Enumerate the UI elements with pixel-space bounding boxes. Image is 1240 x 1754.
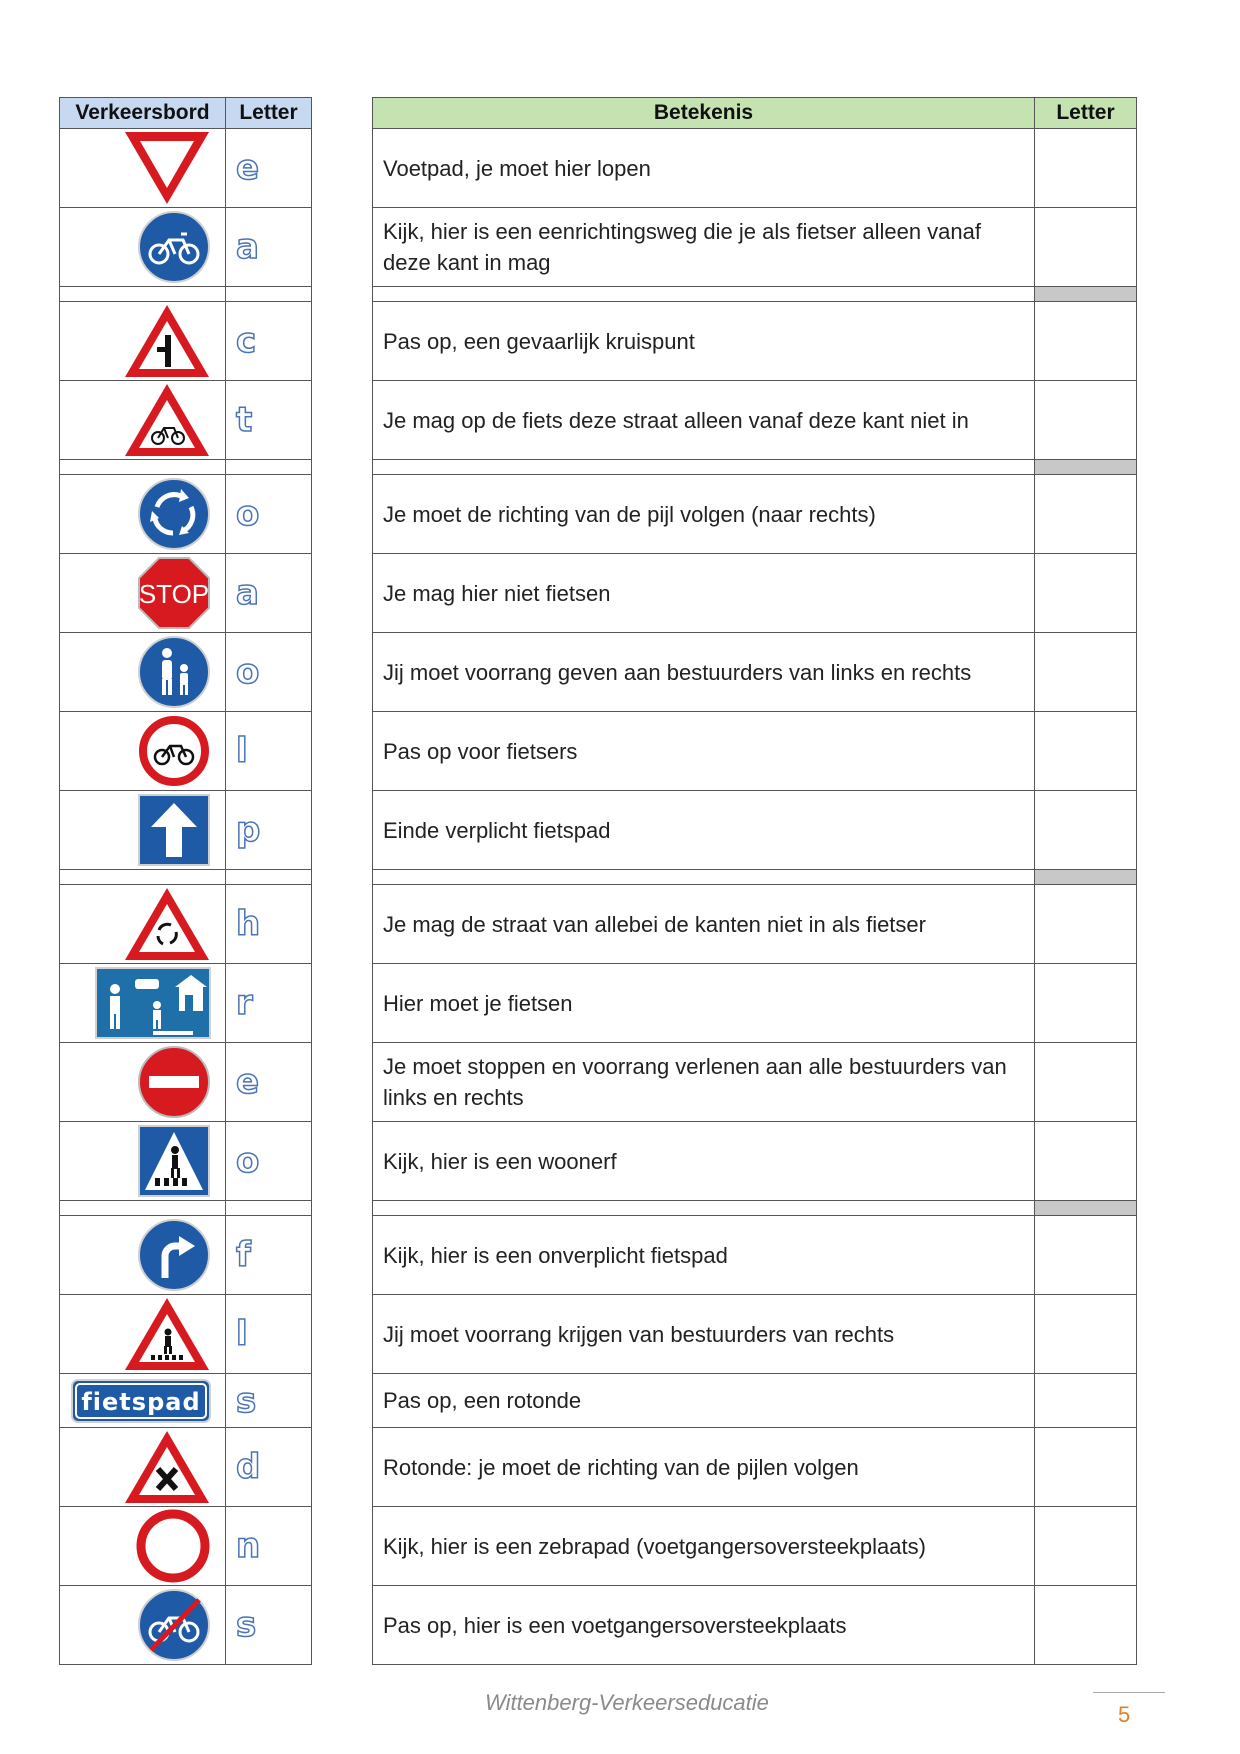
meaning-row: [373, 554, 1137, 633]
answer-cell[interactable]: [1035, 129, 1137, 208]
answer-cell[interactable]: [1035, 1295, 1137, 1374]
turn-right-mandatory-icon: [137, 1218, 211, 1292]
meaning-text: Voetpad, je moet hier lopen: [373, 129, 1035, 208]
sign-letter: s: [226, 1374, 312, 1428]
answer-cell[interactable]: [1035, 964, 1137, 1043]
header-answer-letter: Letter: [1035, 98, 1137, 129]
sign-row: [60, 1507, 312, 1586]
meaning-text: Je mag de straat van allebei de kanten niet in als fietser: [373, 885, 1035, 964]
meaning-row: [373, 381, 1137, 460]
residential-zone-icon: [95, 967, 211, 1039]
answer-cell[interactable]: [1035, 885, 1137, 964]
fietspad-sign-text: fietspad: [81, 1387, 201, 1416]
header-letter: Letter: [226, 98, 312, 129]
sign-letter: e: [226, 129, 312, 208]
answer-cell[interactable]: [1035, 633, 1137, 712]
no-bicycles-icon: [137, 714, 211, 788]
warning-roundabout-icon: [123, 886, 211, 962]
sign-letter: p: [226, 791, 312, 870]
sign-letter: a: [226, 554, 312, 633]
sign-letter: t: [226, 381, 312, 460]
sign-letter: l: [226, 712, 312, 791]
meaning-row: [373, 1428, 1137, 1507]
sign-letter: h: [226, 885, 312, 964]
meaning-row: [373, 712, 1137, 791]
meaning-row: [373, 885, 1137, 964]
meaning-row: [373, 1295, 1137, 1374]
answer-cell[interactable]: [1035, 712, 1137, 791]
meaning-text: Jij moet voorrang krijgen van bestuurders van rechts: [373, 1295, 1035, 1374]
meaning-text: Einde verplicht fietspad: [373, 791, 1035, 870]
sign-row: [60, 1122, 312, 1201]
sign-row: [60, 1295, 312, 1374]
meaning-row: [373, 208, 1137, 287]
meaning-row: [373, 129, 1137, 208]
sign-row: [60, 1043, 312, 1122]
sign-letter: a: [226, 208, 312, 287]
no-entry-icon: [137, 1045, 211, 1119]
end-bicycle-path-icon: [137, 1588, 211, 1662]
sign-row: [60, 129, 312, 208]
sign-letter: e: [226, 1043, 312, 1122]
warning-side-road-icon: [123, 303, 211, 379]
sign-row: [60, 1374, 312, 1428]
meaning-text: Kijk, hier is een eenrichtingsweg die je als fietser alleen vanaf deze kant in mag: [373, 208, 1035, 287]
header-sign: Verkeersbord: [60, 98, 226, 129]
meaning-text: Kijk, hier is een onverplicht fietspad: [373, 1216, 1035, 1295]
sign-row: [60, 302, 312, 381]
answer-cell[interactable]: [1035, 475, 1137, 554]
sign-letter: o: [226, 1122, 312, 1201]
answer-cell[interactable]: [1035, 1043, 1137, 1122]
sign-row: [60, 208, 312, 287]
sign-letter: n: [226, 1507, 312, 1586]
answer-cell[interactable]: [1035, 302, 1137, 381]
meaning-text: Je moet stoppen en voorrang verlenen aan alle bestuurders van links en rechts: [373, 1043, 1035, 1122]
header-meaning: Betekenis: [373, 98, 1035, 129]
answer-cell[interactable]: [1035, 1428, 1137, 1507]
meaning-text: Pas op voor fietsers: [373, 712, 1035, 791]
meaning-row: [373, 791, 1137, 870]
page-footer: Wittenberg-Verkeerseducatie: [485, 1690, 769, 1715]
meaning-text: Pas op, hier is een voetgangersoversteekplaats: [373, 1586, 1035, 1665]
sign-letter: r: [226, 964, 312, 1043]
meaning-text: Hier moet je fietsen: [373, 964, 1035, 1043]
roundabout-mandatory-icon: [137, 477, 211, 551]
answer-cell[interactable]: [1035, 554, 1137, 633]
warning-dangerous-crossroads-icon: [123, 1429, 211, 1505]
meaning-row: [373, 1374, 1137, 1428]
answer-cell[interactable]: [1035, 1216, 1137, 1295]
stop-sign-text: STOP: [138, 579, 210, 609]
sign-row: [60, 1216, 312, 1295]
meaning-answer-table: [372, 97, 1137, 1665]
sign-row: [60, 885, 312, 964]
warning-pedestrian-crossing-icon: [123, 1296, 211, 1372]
meaning-row: [373, 475, 1137, 554]
answer-cell[interactable]: [1035, 1122, 1137, 1201]
meaning-text: Kijk, hier is een woonerf: [373, 1122, 1035, 1201]
pedestrian-path-icon: [137, 635, 211, 709]
footer-divider: [1093, 1692, 1165, 1693]
meaning-row: [373, 1586, 1137, 1665]
warning-cyclists-icon: [123, 382, 211, 458]
sign-row: [60, 633, 312, 712]
meaning-text: Je mag op de fiets deze straat alleen vanaf deze kant niet in: [373, 381, 1035, 460]
meaning-row: [373, 633, 1137, 712]
stop-sign-icon: [137, 556, 211, 630]
answer-cell[interactable]: [1035, 1507, 1137, 1586]
meaning-text: Je moet de richting van de pijl volgen (naar rechts): [373, 475, 1035, 554]
sign-letter: o: [226, 475, 312, 554]
sign-letter: d: [226, 1428, 312, 1507]
meaning-text: Kijk, hier is een zebrapad (voetgangersoversteekplaats): [373, 1507, 1035, 1586]
sign-letter: f: [226, 1216, 312, 1295]
page-number: 5: [1118, 1702, 1131, 1727]
meaning-text: Je mag hier niet fietsen: [373, 554, 1035, 633]
give-way-triangle-icon: [123, 130, 211, 206]
sign-row: [60, 1586, 312, 1665]
meaning-row: [373, 964, 1137, 1043]
meaning-row: [373, 302, 1137, 381]
meaning-row: [373, 1507, 1137, 1586]
mandatory-bicycle-path-icon: [137, 210, 211, 284]
sign-letter: c: [226, 302, 312, 381]
sign-row: [60, 964, 312, 1043]
meaning-row: [373, 1122, 1137, 1201]
meaning-text: Pas op, een rotonde: [373, 1374, 1035, 1428]
sign-row: [60, 791, 312, 870]
sign-row: [60, 1428, 312, 1507]
pedestrian-crossing-icon: [137, 1124, 211, 1198]
meaning-text: Pas op, een gevaarlijk kruispunt: [373, 302, 1035, 381]
one-way-arrow-icon: [137, 793, 211, 867]
sign-row: [60, 554, 312, 633]
sign-row: [60, 381, 312, 460]
sign-letter: s: [226, 1586, 312, 1665]
meaning-row: [373, 1043, 1137, 1122]
answer-cell[interactable]: [1035, 791, 1137, 870]
answer-cell[interactable]: [1035, 1374, 1137, 1428]
sign-row: [60, 475, 312, 554]
answer-cell[interactable]: [1035, 208, 1137, 287]
meaning-row: [373, 1216, 1137, 1295]
meaning-text: Jij moet voorrang geven aan bestuurders van links en rechts: [373, 633, 1035, 712]
closed-both-directions-icon: [135, 1508, 211, 1584]
fietspad-sign-icon: [71, 1379, 211, 1423]
sign-letter-table: [59, 97, 312, 1665]
answer-cell[interactable]: [1035, 1586, 1137, 1665]
sign-row: [60, 712, 312, 791]
sign-letter: o: [226, 633, 312, 712]
answer-cell[interactable]: [1035, 381, 1137, 460]
meaning-text: Rotonde: je moet de richting van de pijlen volgen: [373, 1428, 1035, 1507]
sign-letter: l: [226, 1295, 312, 1374]
